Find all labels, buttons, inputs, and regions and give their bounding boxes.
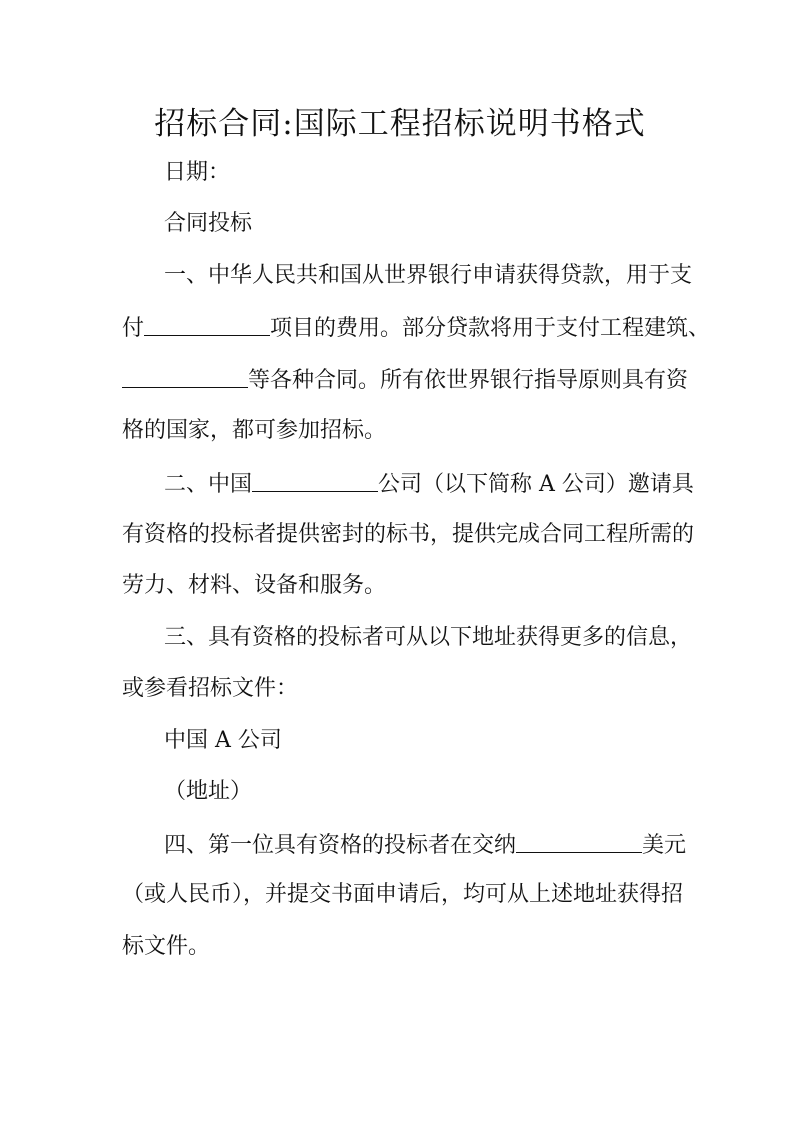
fill-in-blank-project (144, 313, 270, 336)
paragraph-3-line-1: 三、具有资格的投标者可从以下地址获得更多的信息， (164, 625, 693, 650)
paragraph-4-line-1-end: 美元 (642, 833, 687, 858)
fill-in-blank-contract-type (122, 365, 248, 388)
paragraph-1-line-2-end: 项目的费用。部分贷款将用于支付工程建筑、 (270, 316, 711, 341)
paragraph-1-line-2-start: 付 (122, 316, 145, 341)
fill-in-blank-company (252, 469, 378, 492)
paragraph-1-line-3 (122, 364, 688, 396)
company-name: 中国 A 公司 (164, 728, 282, 753)
paragraph-2-line-1-end: 公司（以下简称 A 公司）邀请具 (378, 472, 694, 497)
paragraph-2-line-1-start: 二、中国 (164, 472, 253, 497)
paragraph-2-line-2: 有资格的投标者提供密封的标书，提供完成合同工程所需的 (122, 522, 695, 547)
paragraph-4-line-2: （或人民币），并提交书面申请后，均可从上述地址获得招 (122, 882, 684, 907)
paragraph-4-line-3: 标文件。 (122, 934, 211, 959)
paragraph-2-line-3: 劳力、材料、设备和服务。 (122, 573, 387, 598)
paragraph-4-line-1-start: 四、第一位具有资格的投标者在交纳 (164, 833, 517, 858)
document-title: 招标合同:国际工程招标说明书格式 (154, 106, 646, 142)
date-label: 日期： (164, 160, 231, 185)
company-address: （地址） (164, 779, 253, 804)
section-heading: 合同投标 (164, 211, 253, 236)
paragraph-1-line-1: 一、中华人民共和国从世界银行申请获得贷款，用于支 (164, 263, 693, 288)
paragraph-1-line-2 (122, 312, 710, 344)
paragraph-4-line-1 (164, 829, 686, 861)
paragraph-2-line-1 (164, 468, 694, 500)
paragraph-3-line-2: 或参看招标文件： (122, 676, 299, 701)
paragraph-1-line-4: 格的国家，都可参加招标。 (122, 418, 387, 443)
paragraph-1-line-3-end: 等各种合同。所有依世界银行指导原则具有资 (248, 368, 689, 393)
fill-in-blank-amount (516, 830, 642, 853)
